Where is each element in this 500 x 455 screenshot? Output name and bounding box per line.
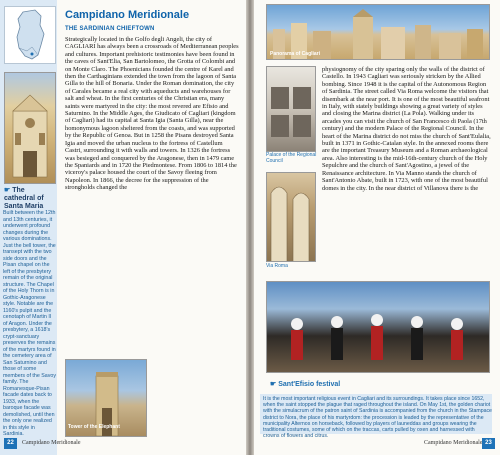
left-main-text: Strategically located in the Golfo degli Angeli, the city of CAGLIARI has always been a crossroads of Mediterranean peoples and cultures. Important prehistoric testimonies have been found in the caves of Sant'Elia, San Bartolomeo, the Grotta of Colombi and on Monte Claro. The Phoenicians founded the centre of Karel and then the Carthaginians extended the town from the lagoon of Santa Gilla to the hill of Bonaria. Under the Roman domination, the city of Carales became a real city with aqueducts and warehouses for salt and wheat. In the first centuries of the Christian era, many saints were martyred in the city: the most revered are Efisio and Saturnino. In the Middle Ages, the Giudicato of Cagliari (kingdom of Cagliari) had its capital at Santa Igia (Santa Gilla), near the homonymous lagoon sheltered from the coasts, and was supported by the Republic of Genoa. But in 1258 the Pisans destroyed Santa Igia and moved the urban nucleus to the fortress of Castellum Castri, surrounding it with walls and towers. In 1326 the fortress was besieged and conquered by the Aragonese, then in 1479 came the Spaniards and in 1720 the Piedmontese. From 1806 to 1814 the viceroy's palace housed the court of the Savoy fleeing from Napoleon. In 1866, the decree for the suppression of the strongholds changed the [65, 36, 239, 192]
palace-photo [266, 66, 316, 152]
arcade-drawing [267, 173, 315, 261]
page-number-right: 23 [482, 438, 495, 449]
sardinia-map-shape [5, 7, 55, 63]
cathedral-drawing [5, 73, 55, 183]
page-number-left: 22 [4, 438, 17, 449]
left-page [0, 0, 246, 455]
festival-text: It is the most important religious event in Cagliari and its surroundings. It takes place since 1652, when the saint stopped the plague that raged throughout the island. On May 1st, the golden chariot with the simulacrum of the patron saint of Sardinia is accompanied from the church in the Stampace district to Nora, the place of his martyrdom: the procession is leaded by the representative of the municipality Alternos on horseback, followed by players of launeddas and groups wearing the traditional costumes, some of which on the traccas, carts pulled by oxen and harnessed with crowns of flowers and citrus. [263, 396, 492, 440]
cathedral-photo [4, 72, 56, 184]
festival-heading [270, 380, 340, 388]
footer-text-left: Campidano Meridionale [22, 440, 81, 446]
footer-text-right: Campidano Meridionale [424, 440, 483, 446]
right-main-text: physiognomy of the city sparing only the walls of the district of Castello. In 1943 Cagliari was seriously stricken by the Allied bombing. Since 1948 it is the capital of the Autonomous Region of Sardinia. The street called Via Roma welcome the visitors that disembark at the near port. It is one of the most beautiful seafront in Italy, with stately buildings showing a great variety of styles and closing the Marina district (La Pola). Walking under its arcades you can visit the church of San Francesco di Paola (17th century) and the modern Palace of the Regional Council. In the heart of the Marina district do not miss the church of Sant'Eulalia, built in 1371 in Gothic-Catalan style. In the annexed rooms there are the important Treasury Museum and a Roman archaeological area. Also interesting is the mid-16th-century church of the Holy Sepulchre and the church of Sant'Agostino, a jewel of the Renaissance architecture. In Via Manno stands the church of Sant'Antonio Abate, built in 1723, with one of the most beautiful domes in the city. In the near district of Villanova there is the [322, 66, 491, 192]
caption-tower: Tower of the Elephant [68, 424, 120, 430]
caption-via-roma: Via Roma [266, 263, 288, 269]
book-gutter [246, 0, 254, 455]
section-subtitle: THE SARDINIAN CHIEFTOWN [65, 26, 155, 32]
festival-title: Sant'Efisio festival [278, 381, 341, 388]
right-page [254, 0, 500, 455]
sidebar-heading [4, 187, 56, 211]
festival-drawing [267, 282, 489, 372]
caption-palace: Palace of the Regional Council [266, 152, 317, 164]
festival-photo [266, 281, 490, 373]
page-title: Campidano Meridionale [65, 9, 190, 21]
pointer-icon: ☛ [4, 187, 13, 194]
pointer-icon: ☛ [270, 381, 279, 388]
via-roma-photo [266, 172, 316, 262]
palace-drawing [267, 67, 315, 151]
caption-panorama: Panorama of Cagliari [270, 51, 321, 57]
sidebar-title: The cathedral of Santa Maria [4, 187, 44, 210]
sidebar-text: Built between the 12th and 13th centuries, it underwent profound changes during the various dominations. Just the bell tower, the transept with the two side doors and the Pisan chapel on the left of the presbytery remain of the original structure. The Chapel of the Holy Thorn is in Gothic-Aragonese style. Notable are the 1160's pulpit and the cenotaph of Martin II of Aragon. Under the presbytery, a 1618's crypt-sanctuary preserves the remains of the martyrs found in the cemetery area of San Saturnino and those of some members of the Savoy family. The Romanesque-Pisan facade dates back to 1933, when the baroque facade was demolished, until then the only one realized in this style in Sardinia. [3, 210, 56, 437]
sardinia-map [4, 6, 56, 64]
